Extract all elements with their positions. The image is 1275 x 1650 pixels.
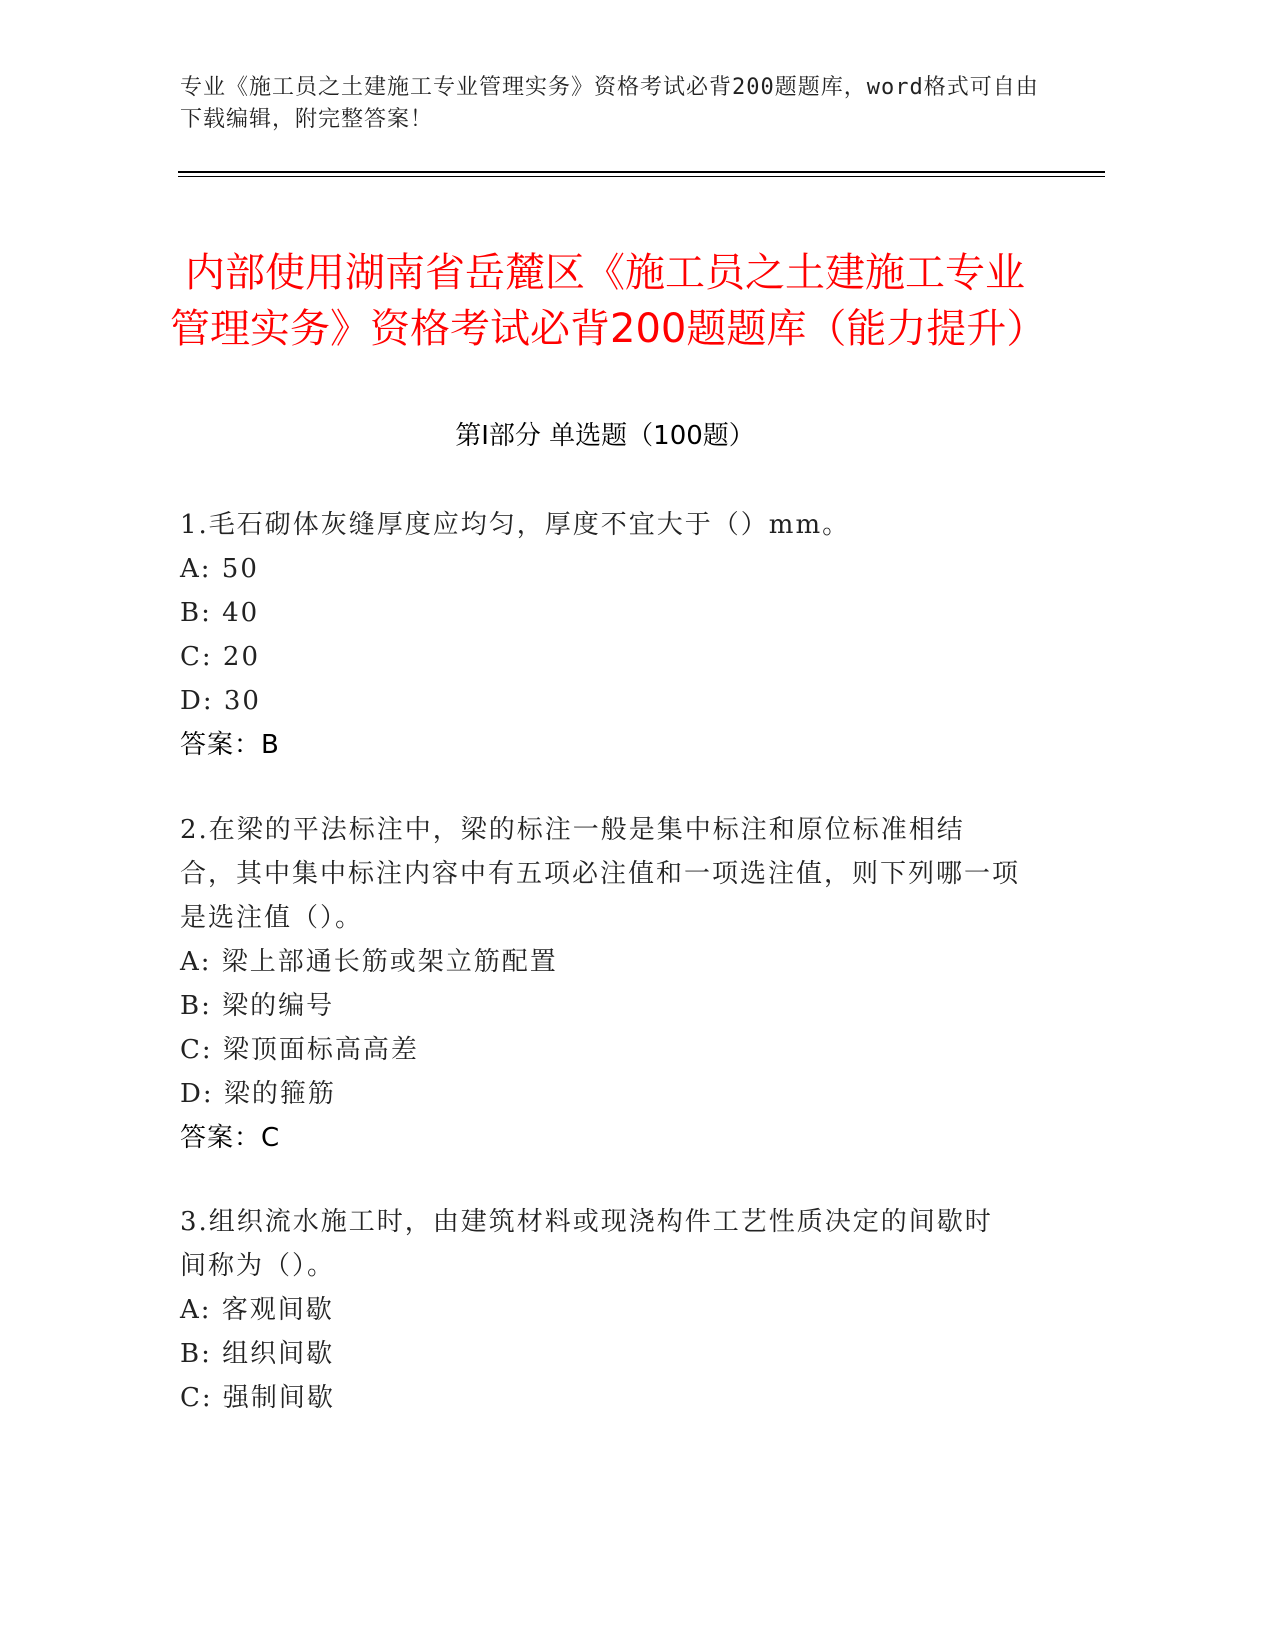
option-b: B: 40 [180,598,260,628]
answer: 答案：C [180,1123,281,1153]
header-note: 专业《施工员之土建施工专业管理实务》资格考试必背200题题库，word格式可自由下载编辑，附完整答案！ [180,75,1039,132]
option-c: C: 强制间歇 [180,1383,335,1413]
question-2 [180,808,1020,1160]
question-3 [180,1200,1020,1420]
option-d: D: 30 [180,686,261,716]
option-c: C: 梁顶面标高高差 [180,1035,419,1065]
header-divider-thick [178,171,1105,173]
option-c: C: 20 [180,642,261,672]
question-stem: 3.组织流水施工时，由建筑材料或现浇构件工艺性质决定的间歇时间称为（）。 [180,1207,993,1281]
question-stem: 1.毛石砌体灰缝厚度应均匀，厚度不宜大于（）mm。 [180,510,851,540]
header-divider-thin [178,176,1105,177]
option-d: D: 梁的箍筋 [180,1079,336,1109]
answer: 答案：B [180,730,280,760]
option-a: A: 50 [180,554,259,584]
question-1 [180,503,1020,767]
section-heading: 第Ⅰ部分 单选题（100题） [455,421,755,451]
option-b: B: 梁的编号 [180,991,335,1021]
option-a: A: 梁上部通长筋或架立筋配置 [180,947,558,977]
option-b: B: 组织间歇 [180,1339,335,1369]
question-stem: 2.在梁的平法标注中，梁的标注一般是集中标注和原位标准相结合，其中集中标注内容中有五项必注值和一项选注值，则下列哪一项是选注值（）。 [180,815,1021,933]
option-a: A: 客观间歇 [180,1295,334,1325]
document-title: 内部使用湖南省岳麓区《施工员之土建施工专业管理实务》资格考试必背200题题库（能力提升） [170,249,1047,352]
